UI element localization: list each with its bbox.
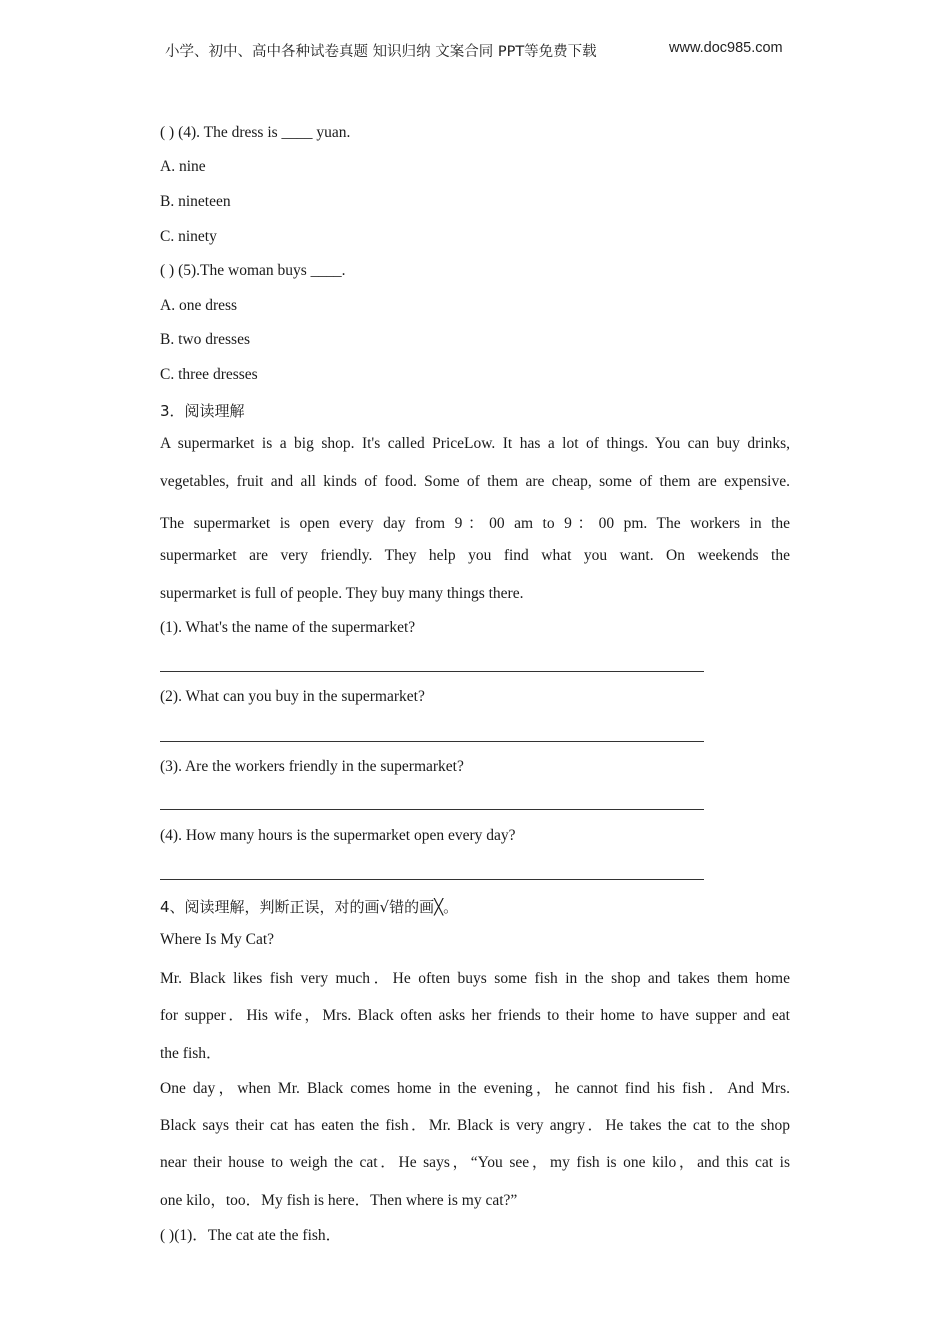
question-5-option-b: B. two dresses <box>160 331 250 348</box>
question-4-option-b: B. nineteen <box>160 193 231 210</box>
passage-3-line-4: supermarket are very friendly. They help you find what you want. On weekends the <box>160 547 790 564</box>
question-4-option-a: A. nine <box>160 158 206 175</box>
passage-4-line-6: near their house to weigh the cat．He says，“You see，my fish is one kilo，and this cat is <box>160 1154 790 1171</box>
section-3-question-4: (4). How many hours is the supermarket open every day? <box>160 827 516 844</box>
section-3-question-3: (3). Are the workers friendly in the supermarket? <box>160 758 464 775</box>
answer-line-1[interactable] <box>160 671 704 672</box>
passage-4-title: Where Is My Cat? <box>160 931 275 948</box>
passage-4-line-7: one kilo，too．My fish is here．Then where is my cat?” <box>160 1192 518 1209</box>
passage-4-line-1: Mr. Black likes fish very much．He often buys some fish in the shop and takes them home <box>160 970 790 987</box>
question-4-stem: ( ) (4). The dress is ____ yuan. <box>160 124 351 141</box>
header-website-link[interactable]: www.doc985.com <box>669 40 783 56</box>
passage-4-line-3: the fish． <box>160 1045 222 1062</box>
question-5-option-c: C. three dresses <box>160 366 258 383</box>
passage-4-line-2: for supper．His wife，Mrs. Black often asks her friends to their home to have supper and eat <box>160 1007 790 1024</box>
passage-3-line-3: The supermarket is open every day from 9：00 am to 9：00 pm. The workers in the <box>160 515 790 532</box>
passage-3-line-2: vegetables, fruit and all kinds of food. Some of them are cheap, some of them are expensive. <box>160 473 790 490</box>
section-4-heading: 4、阅读理解，判断正误，对的画√错的画╳。 <box>160 898 459 916</box>
passage-3-line-5: supermarket is full of people. They buy many things there. <box>160 585 524 602</box>
section-3-question-2: (2). What can you buy in the supermarket? <box>160 688 425 705</box>
question-5-option-a: A. one dress <box>160 297 238 314</box>
section-3-question-1: (1). What's the name of the supermarket? <box>160 619 416 636</box>
section-3-heading: 3．阅读理解 <box>160 402 245 420</box>
question-4-option-c: C. ninety <box>160 228 217 245</box>
answer-line-4[interactable] <box>160 879 704 880</box>
answer-line-3[interactable] <box>160 809 704 810</box>
page-header <box>0 40 950 62</box>
answer-line-2[interactable] <box>160 741 704 742</box>
passage-4-line-4: One day，when Mr. Black comes home in the evening，he cannot find his fish．And Mrs. <box>160 1080 790 1097</box>
header-promo-text: 小学、初中、高中各种试卷真题 知识归纳 文案合同 PPT等免费下载 <box>165 44 597 60</box>
question-5-stem: ( ) (5).The woman buys ____. <box>160 262 346 279</box>
passage-4-line-5: Black says their cat has eaten the fish．Mr. Black is very angry．He takes the cat to the shop <box>160 1117 790 1134</box>
section-4-question-1: ( )(1)．The cat ate the fish． <box>160 1227 342 1244</box>
passage-3-line-1: A supermarket is a big shop. It's called PriceLow. It has a lot of things. You can buy drinks, <box>160 435 790 452</box>
